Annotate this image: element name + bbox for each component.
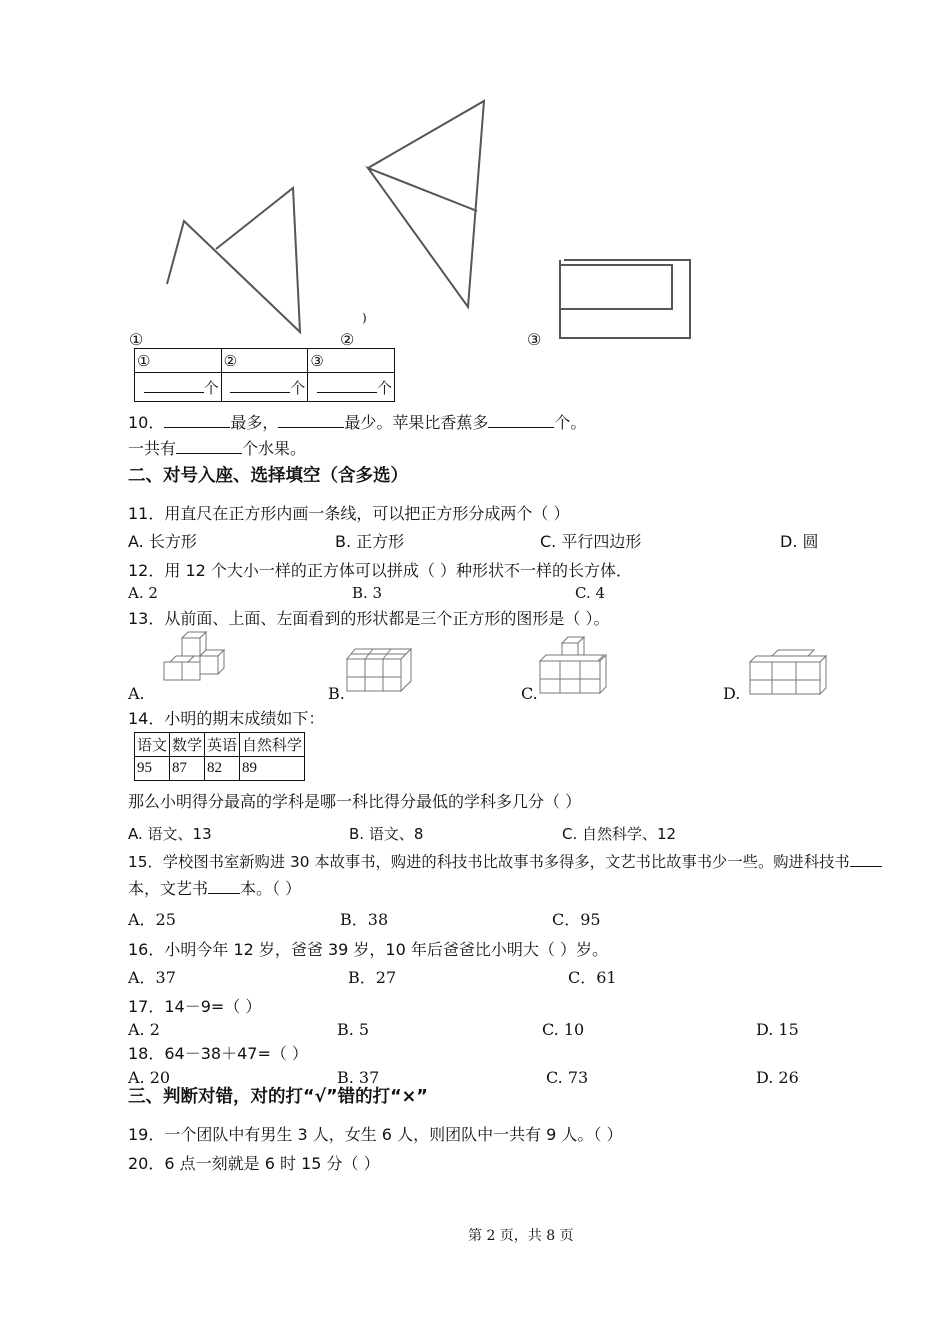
q11-option-c[interactable]: C. 平行四边形 [540, 532, 642, 551]
count-table [134, 348, 395, 402]
score-chinese: 95 [135, 757, 170, 781]
q11-option-a[interactable]: A. 长方形 [128, 532, 197, 551]
q11-option-d[interactable]: D. 圆 [780, 532, 819, 551]
figure-2-triangle [360, 95, 490, 310]
question-15-line1 [128, 853, 882, 871]
q12-option-c[interactable]: C. 4 [575, 584, 606, 602]
answer-blank[interactable] [850, 866, 882, 867]
count-header-1: ① [135, 349, 222, 373]
q17-option-c[interactable]: C. 10 [542, 1020, 585, 1039]
q12-option-a[interactable]: A. 2 [128, 584, 158, 602]
figure-mark: ) [362, 311, 367, 325]
q15-text: 本。（ ） [240, 879, 302, 898]
q13-figure-a-cubes [148, 630, 228, 698]
q13-option-d[interactable]: D. [723, 684, 741, 703]
q10-text: 一共有 [128, 439, 177, 458]
question-14-follow: 那么小明得分最高的学科是哪一科比得分最低的学科多几分（ ） [128, 792, 582, 811]
q15-text: 本，文艺书 [128, 879, 209, 898]
question-16-stem: 16．小明今年 12 岁，爸爸 39 岁，10 年后爸爸比小明大（ ）岁。 [128, 940, 608, 959]
q18-option-c[interactable]: C. 73 [546, 1068, 589, 1087]
q14-option-a[interactable]: A. 语文、13 [128, 825, 212, 843]
question-13-stem: 13．从前面、上面、左面看到的形状都是三个正方形的图形是（ ）。 [128, 609, 610, 628]
score-science: 89 [240, 757, 305, 781]
answer-blank[interactable] [488, 427, 554, 428]
q18-option-d[interactable]: D. 26 [756, 1068, 799, 1087]
q12-option-b[interactable]: B. 3 [352, 584, 383, 602]
q13-figure-b-cubes [345, 645, 417, 697]
score-header-math: 数学 [170, 733, 205, 757]
q15-text: 15．学校图书室新购进 30 本故事书，购进的科技书比故事书多得多，文艺书比故事书少一些。购进科技书 [128, 853, 850, 871]
figure-1-two-triangles [160, 180, 310, 340]
count-unit: 个 [290, 378, 306, 397]
q18-option-a[interactable]: A. 20 [128, 1068, 171, 1087]
q17-option-a[interactable]: A. 2 [128, 1020, 160, 1039]
score-header-english: 英语 [205, 733, 240, 757]
q13-option-c[interactable]: C. [521, 684, 538, 703]
count-unit: 个 [376, 378, 392, 397]
figure-label-1: ① [129, 330, 144, 349]
page-footer: 第 2 页，共 8 页 [468, 1228, 574, 1244]
question-15-line2 [128, 879, 301, 898]
count-cell-1[interactable] [135, 373, 222, 402]
q14-option-c[interactable]: C. 自然科学、12 [562, 825, 677, 843]
section-3-title: 三、判断对错，对的打“√”错的打“×” [128, 1087, 428, 1107]
score-header-science: 自然科学 [240, 733, 305, 757]
q16-option-a[interactable]: A．37 [128, 968, 176, 987]
answer-blank[interactable] [208, 893, 240, 894]
q15-option-b[interactable]: B．38 [340, 910, 389, 929]
q10-text: 个水果。 [242, 439, 307, 458]
q15-option-c[interactable]: C．95 [552, 910, 601, 929]
answer-blank[interactable] [278, 427, 344, 428]
answer-blank[interactable] [164, 427, 230, 428]
answer-blank[interactable] [176, 453, 242, 454]
q13-option-b[interactable]: B. [328, 684, 345, 703]
question-11-stem: 11．用直尺在正方形内画一条线，可以把正方形分成两个（ ） [128, 504, 570, 523]
section-2-title: 二、对号入座、选择填空（含多选） [128, 466, 408, 486]
q10-text: 最少。苹果比香蕉多 [344, 413, 489, 432]
q10-text: 最多， [230, 413, 279, 432]
q18-option-b[interactable]: B. 37 [337, 1068, 380, 1087]
score-english: 82 [205, 757, 240, 781]
score-math: 87 [170, 757, 205, 781]
q13-figure-d-cubes [748, 648, 830, 698]
count-cell-3[interactable] [308, 373, 395, 402]
question-19-stem: 19．一个团队中有男生 3 人，女生 6 人，则团队中一共有 9 人。（ ） [128, 1125, 623, 1144]
q13-option-a[interactable]: A. [128, 684, 145, 703]
question-20-stem: 20．6 点一刻就是 6 时 15 分（ ） [128, 1154, 380, 1173]
q11-option-b[interactable]: B. 正方形 [335, 532, 405, 551]
question-18-stem: 18．64－38＋47=（ ） [128, 1044, 308, 1063]
count-cell-2[interactable] [221, 373, 308, 402]
question-17-stem: 17．14－9=（ ） [128, 997, 262, 1016]
q10-text: 10． [128, 413, 165, 432]
count-header-2: ② [221, 349, 308, 373]
q13-figure-c-cubes [538, 635, 620, 695]
count-header-3: ③ [308, 349, 395, 373]
q16-option-c[interactable]: C．61 [568, 968, 617, 987]
q16-option-b[interactable]: B．27 [348, 968, 397, 987]
question-12-stem: 12．用 12 个大小一样的正方体可以拼成（ ）种形状不一样的长方体． [128, 561, 632, 580]
figure-3-rectangles [556, 255, 696, 343]
q10-text: 个。 [554, 413, 587, 432]
q14-option-b[interactable]: B. 语文、8 [349, 825, 424, 843]
question-10-line1 [128, 413, 586, 432]
figure-label-3: ③ [527, 330, 542, 349]
q14-score-table [134, 732, 305, 781]
q17-option-d[interactable]: D. 15 [756, 1020, 799, 1039]
figure-label-2: ② [340, 330, 355, 349]
question-10-line2 [128, 439, 306, 458]
q17-option-b[interactable]: B. 5 [337, 1020, 370, 1039]
score-header-chinese: 语文 [135, 733, 170, 757]
q15-option-a[interactable]: A．25 [128, 910, 176, 929]
question-14-stem: 14．小明的期末成绩如下： [128, 709, 325, 728]
count-unit: 个 [203, 378, 219, 397]
